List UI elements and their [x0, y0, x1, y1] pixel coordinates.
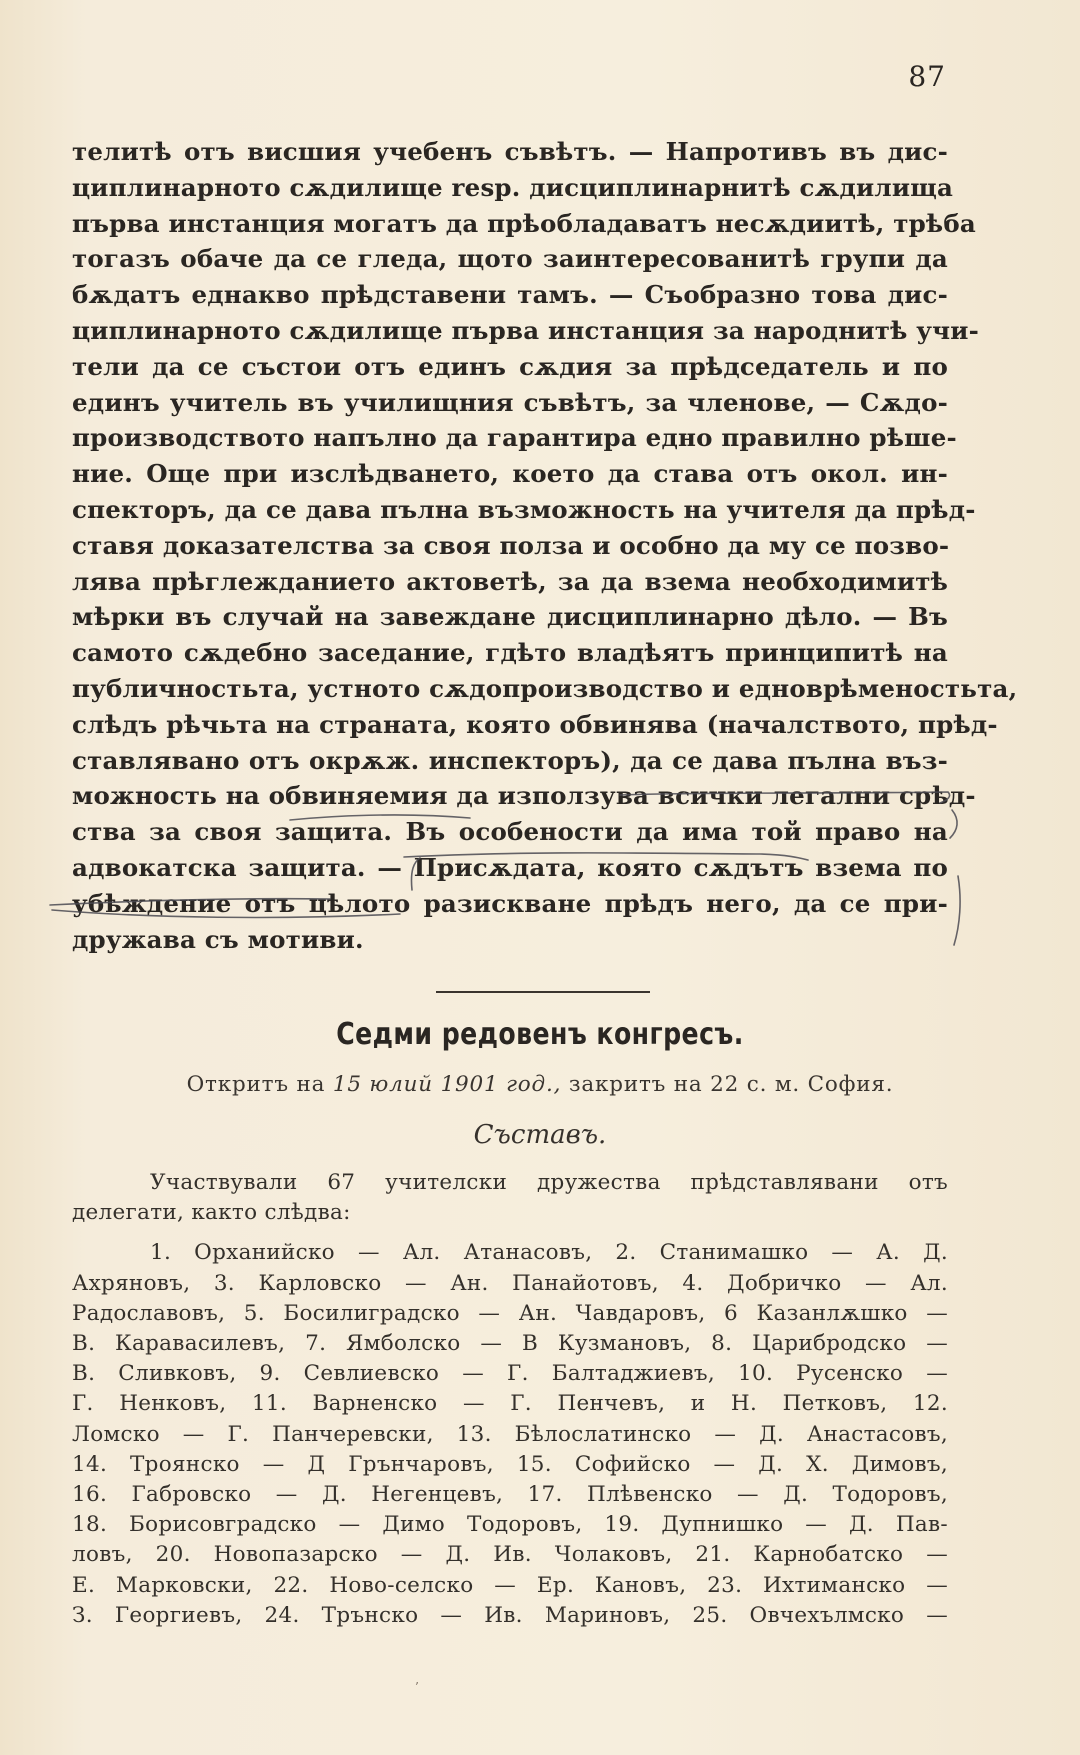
body-line: тогазъ обаче да се гледа, щото заинтересованитѣ групи да — [72, 244, 948, 274]
body-line: самото сѫдебно заседание, гдѣто владѣятъ принципитѣ на — [72, 638, 948, 668]
body-line: мѣрки въ случай на завеждане дисциплинарно дѣло. — Въ — [72, 602, 948, 632]
stray-mark: ’ — [415, 1680, 419, 1694]
participants-line: Е. Марковски, 22. Ново-селско — Ер. Кановъ, 23. Ихтиманско — — [72, 1572, 948, 1598]
participants-line: ловъ, 20. Новопазарско — Д. Ив. Чолаковъ, 21. Карнобатско — — [72, 1542, 948, 1568]
body-line: първа инстанция могатъ да прѣобладаватъ несѫдиитѣ, трѣба — [72, 208, 976, 238]
body-line: циплинарното сѫдилище първа инстанция за народнитѣ учи- — [72, 315, 979, 345]
participants-line: Ахряновъ, 3. Карловско — Ан. Панайотовъ, 4. Добричко — Ал. — [72, 1270, 948, 1296]
margin-bracket-mark — [954, 876, 960, 945]
body-line: циплинарното сѫдилище resp. дисциплинарнитѣ сѫдилища — [72, 172, 954, 202]
body-line: бѫдатъ еднакво прѣдставени тамъ. — Съобразно това дис- — [72, 280, 948, 310]
congress-title: Седми редовенъ конгресъ. — [336, 1017, 744, 1052]
body-line: адвокатска защита. — Присѫдата, която сѫдътъ взема по — [72, 852, 948, 882]
body-line: дружава съ мотиви. — [72, 924, 364, 954]
margin-bracket-mark — [950, 810, 957, 838]
body-line: производството напълно да гарантира едно правилно рѣше- — [72, 423, 957, 453]
body-line: убѣждение отъ цѣлото разискване прѣдъ него, да се при- — [72, 888, 948, 918]
body-line: ставлявано отъ окрѫж. инспекторъ), да се дава пълна въз- — [72, 745, 948, 775]
body-line: лява прѣглежданието актоветѣ, за да взема необходимитѣ — [72, 566, 948, 596]
body-paragraph — [72, 134, 1018, 957]
participants-line: В. Сливковъ, 9. Севлиевско — Г. Балтаджиевъ, 10. Русенско — — [72, 1361, 948, 1387]
participants-line: В. Каравасилевъ, 7. Ямболско — В Кузмановъ, 8. Царибродско — — [72, 1331, 948, 1357]
congress-dates — [0, 1072, 1080, 1097]
body-line: тели да се състои отъ единъ сѫдия за прѣдседатель и по — [72, 351, 948, 381]
participants-line: 14. Троянско — Д Грънчаровъ, 15. Софийско — Д. Х. Димовъ, — [72, 1451, 948, 1477]
body-line: можность на обвиняемия да използува всички легални срѣд- — [72, 781, 976, 811]
participants-line: Участвували 67 учителски дружества прѣдставлявани отъ — [150, 1170, 948, 1195]
participants-line: 1. Орханийско — Ал. Атанасовъ, 2. Станимашко — А. Д. — [150, 1240, 948, 1266]
body-line: единъ учитель въ училищния съвѣтъ, за членове, — Сѫдо- — [72, 387, 948, 417]
opened-prefix: Откритъ на — [186, 1072, 326, 1097]
participants-line: Ломско — Г. Панчеревски, 13. Бѣлослатинско — Д. Анастасовъ, — [72, 1421, 948, 1447]
composition-heading: Съставъ. — [473, 1120, 607, 1150]
participants-list — [72, 1168, 948, 1631]
participants-line: 18. Борисовградско — Димо Тодоровъ, 19. Дупнишко — Д. Пав- — [72, 1512, 948, 1538]
body-line: слѣдъ рѣчьта на страната, която обвинява (началството, прѣд- — [72, 709, 998, 739]
page-number: 87 — [908, 60, 946, 93]
closed-text: закритъ на 22 с. м. София. — [568, 1072, 894, 1097]
body-line: ства за своя защита. Въ особености да има той право на — [72, 817, 948, 847]
opened-date: 15 юлий 1901 год., — [332, 1072, 562, 1097]
participants-line: делегати, както слѣдва: — [72, 1200, 351, 1226]
body-line: ние. Още при изслѣдването, което да става отъ окол. ин- — [72, 459, 948, 489]
body-line: ставя доказателства за своя полза и особно да му се позво- — [72, 530, 950, 560]
body-line: спекторъ, да се дава пълна възможность на учителя да прѣд- — [72, 494, 976, 524]
participants-line: Радославовъ, 5. Босилиградско — Ан. Чавдаровъ, 6 Казанлѫшко — — [72, 1300, 948, 1326]
participants-line: З. Георгиевъ, 24. Трънско — Ив. Мариновъ, 25. Овчехълмско — — [72, 1602, 948, 1628]
section-divider — [436, 991, 650, 993]
body-line: публичностьта, устното сѫдопроизводство и едноврѣменостьта, — [72, 673, 1018, 703]
participants-line: Г. Ненковъ, 11. Варненско — Г. Пенчевъ, и Н. Петковъ, 12. — [72, 1391, 948, 1417]
body-line: телитѣ отъ висшия учебенъ съвѣтъ. — Напротивъ въ дис- — [72, 137, 948, 166]
participants-line: 16. Габровско — Д. Негенцевъ, 17. Плѣвенско — Д. Тодоровъ, — [72, 1482, 948, 1508]
